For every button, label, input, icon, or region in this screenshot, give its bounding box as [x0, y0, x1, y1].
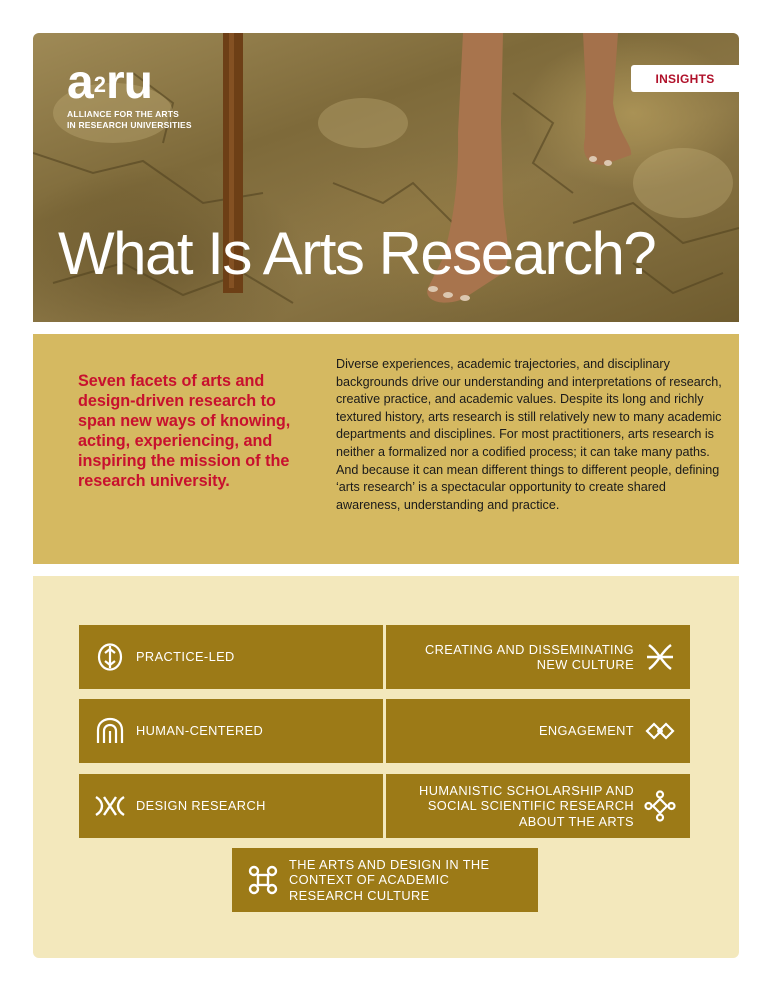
- facet-label: HUMANISTIC SCHOLARSHIP AND SOCIAL SCIENTIFIC RESEARCH ABOUT THE ARTS: [419, 782, 634, 829]
- intro-lead: Seven facets of arts and design-driven research to span new ways of knowing, acting, experiencing, and inspiring the mission of the research university.: [78, 372, 291, 490]
- facet-label: CREATING AND DISSEMINATING NEW CULTURE: [424, 641, 634, 672]
- facet-humanistic-scholarship: [386, 774, 690, 838]
- intro-body: Diverse experiences, academic trajectories, and disciplinary backgrounds drive our understanding and interpretations of research, creative practice, and academic values. Despite its long and richly textured history, arts research is still relatively new to many academic departments and disciplines. For most practitioners, arts research is neither a formalized nor a codified process; it can take many paths. And because it can mean different things to different people, defining ‘arts research’ is a spectacular opportunity to create shared awareness, understanding and practice.: [336, 357, 722, 512]
- hero-banner: [33, 33, 739, 322]
- logo-mark: $a^2ru$: [67, 56, 152, 109]
- practice-led-icon: [94, 641, 126, 673]
- facet-label: HUMAN-CENTERED: [136, 723, 264, 739]
- design-research-icon: [94, 790, 126, 822]
- facet-design-research: [79, 774, 383, 838]
- facet-engagement: [386, 699, 690, 763]
- facet-label: PRACTICE-LED: [136, 649, 235, 665]
- human-centered-icon: [94, 715, 126, 747]
- insights-badge: INSIGHTS: [631, 65, 739, 92]
- logo-line-1: ALLIANCE FOR THE ARTS: [67, 109, 180, 119]
- facet-label: ENGAGEMENT: [538, 723, 634, 739]
- facet-research-culture: [232, 848, 538, 912]
- page-title: What Is Arts Research?: [58, 220, 656, 287]
- culture-icon: [644, 641, 676, 673]
- facet-label: THE ARTS AND DESIGN IN THE CONTEXT OF ACADEMIC RESEARCH CULTURE: [289, 856, 490, 903]
- intro-section: [33, 334, 739, 564]
- logo-line-2: IN RESEARCH UNIVERSITIES: [67, 120, 192, 130]
- engagement-icon: [644, 715, 676, 747]
- a2ru-logo: [67, 56, 192, 131]
- research-culture-icon: [247, 864, 279, 896]
- logo-subtitle: [67, 109, 192, 131]
- facet-new-culture: [386, 625, 690, 689]
- facet-practice-led: [79, 625, 383, 689]
- facets-section: [33, 576, 739, 958]
- scholarship-icon: [644, 790, 676, 822]
- facet-human-centered: [79, 699, 383, 763]
- facet-label: DESIGN RESEARCH: [136, 798, 266, 814]
